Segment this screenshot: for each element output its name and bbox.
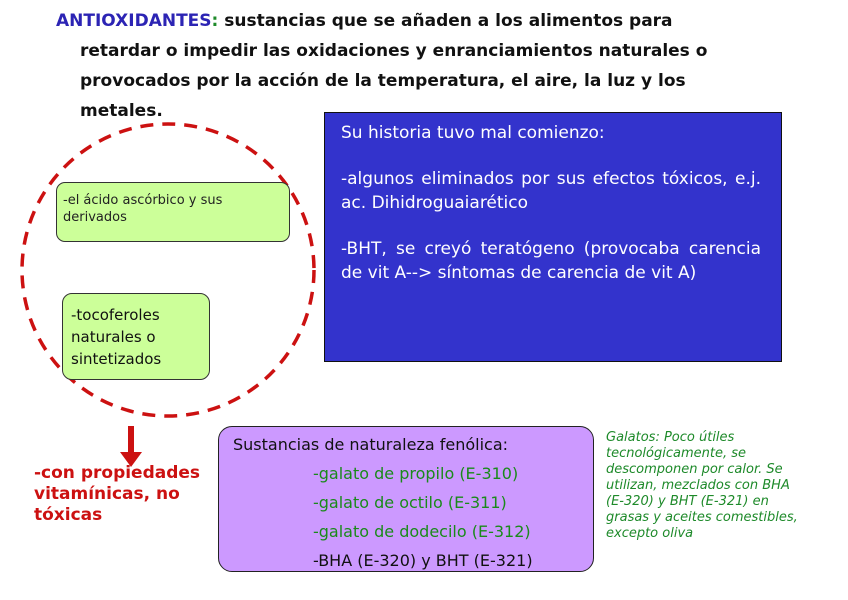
intro-definition [56, 6, 756, 126]
fenolica-item: -galato de octilo (E-311) [313, 493, 507, 512]
fenolica-item: -galato de dodecilo (E-312) [313, 522, 531, 541]
historia-point-2: -BHT, se creyó teratógeno (provocaba carencia de vit A--> síntomas de carencia de vit A) [341, 239, 761, 283]
antioxidantes-keyword: ANTIOXIDANTES [56, 11, 212, 31]
intro-line1: sustancias que se añaden a los alimentos para [224, 11, 673, 31]
intro-first-line [56, 6, 756, 36]
ascorbic-acid-box: -el ácido ascórbico y sus derivados [56, 182, 290, 242]
fenolica-item: -BHA (E-320) y BHT (E-321) [313, 551, 533, 570]
fenolica-item: -galato de propilo (E-310) [313, 464, 519, 483]
historia-title: Su historia tuvo mal comienzo: [341, 123, 605, 143]
intro-colon: : [211, 11, 219, 31]
vitaminicas-note: -con propiedades vitamínicas, no tóxicas [34, 463, 201, 525]
intro-rest: retardar o impedir las oxidaciones y enranciamientos naturales o provocados por la acción de la temperatura, el aire, la luz y los metales. [80, 41, 708, 121]
historia-point-1: -algunos eliminados por sus efectos tóxicos, e.j. ac. Dihidroguaiarético [341, 169, 761, 213]
galatos-note: Galatos: Poco útiles tecnológicamente, se descomponen por calor. Se utilizan, mezclados con BHA (E-320) y BHT (E-321) en grasas y aceites comestibles, excepto oliva [606, 430, 798, 541]
tocoferoles-box: -tocoferoles naturales o sintetizados [62, 293, 210, 380]
historia-box [324, 112, 782, 362]
fenolica-box [218, 426, 594, 572]
fenolica-title: Sustancias de naturaleza fenólica: [233, 435, 509, 454]
down-arrow-icon [118, 426, 144, 468]
